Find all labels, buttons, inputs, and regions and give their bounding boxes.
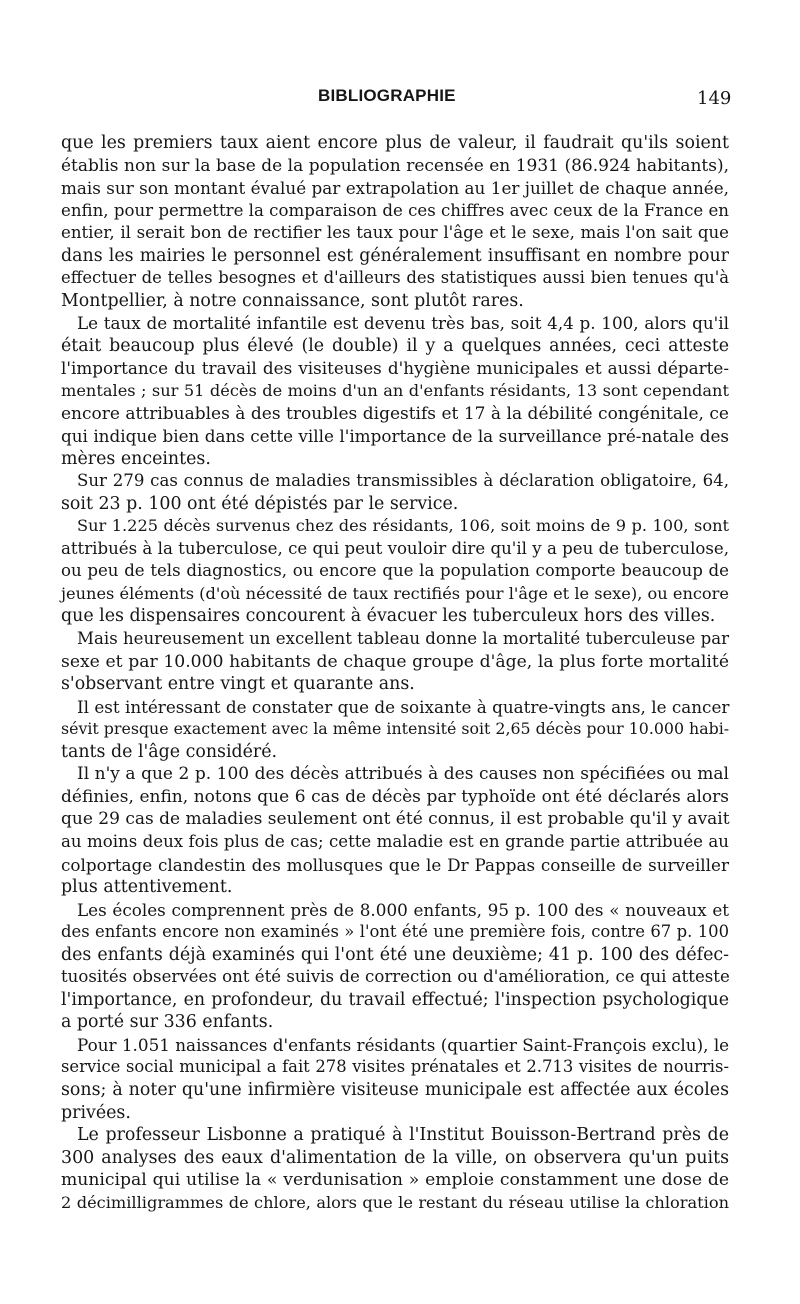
text-line: l'importance du travail des visiteuses d'hygiène municipales et aussi départe- <box>61 358 729 379</box>
text-line: Sur 1.225 décès survenus chez des résidants, 106, soit moins de 9 p. 100, sont <box>77 516 729 536</box>
text-line: tants de l'âge considéré. <box>61 741 278 762</box>
text-line: l'importance, en profondeur, du travail effectué; l'inspection psychologique <box>61 989 729 1010</box>
text-line: sexe et par 10.000 habitants de chaque groupe d'âge, la plus forte mortalité <box>61 651 729 672</box>
text-line: Il est intéressant de constater que de soixante à quatre-vingts ans, le cancer <box>77 696 730 717</box>
text-line: Mais heureusement un excellent tableau donne la mortalité tuberculeuse par <box>77 629 730 649</box>
text-line: Le professeur Lisbonne a pratiqué à l'Institut Bouisson-Bertrand près de <box>77 1125 729 1146</box>
text-line: encore attribuables à des troubles digestifs et 17 à la débilité congénitale, ce <box>61 403 729 424</box>
text-line: sons; à noter qu'une infirmière visiteuse municipale est affectée aux écoles <box>61 1079 729 1100</box>
text-line: tuosités observées ont été suivis de correction ou d'amélioration, ce qui atteste <box>61 967 730 987</box>
text-line: était beaucoup plus élevé (le double) il y a quelques années, ceci atteste <box>61 335 729 356</box>
text-line: s'observant entre vingt et quarante ans. <box>61 674 415 695</box>
text-line: mères enceintes. <box>61 448 211 469</box>
text-line: attribués à la tuberculose, ce qui peut vouloir dire qu'il y a peu de tuberculose, <box>61 538 729 558</box>
running-title: BIBLIOGRAPHIE <box>318 86 456 105</box>
text-line: qui indique bien dans cette ville l'importance de la surveillance pré-natale des <box>61 426 729 447</box>
text-line: 2 décimilligrammes de chlore, alors que le restant du réseau utilise la chloration <box>61 1192 729 1212</box>
text-line: 300 analyses des eaux d'alimentation de la ville, on observera qu'un puits <box>61 1147 729 1168</box>
running-header <box>0 86 800 110</box>
body-text <box>61 132 729 1214</box>
text-line: colportage clandestin des mollusques que le Dr Pappas conseille de surveiller <box>61 854 729 875</box>
text-line: dans les mairies le personnel est généralement insuffisant en nombre pour <box>61 245 729 266</box>
text-line: Il n'y a que 2 p. 100 des décès attribués à des causes non spécifiées ou mal <box>77 764 729 785</box>
text-line: Montpellier, à notre connaissance, sont plutôt rares. <box>61 290 524 311</box>
text-line: Les écoles comprennent près de 8.000 enfants, 95 p. 100 des « nouveaux et <box>77 899 729 920</box>
text-line: entier, il serait bon de rectifier les taux pour l'âge et le sexe, mais l'on sait que <box>61 223 729 243</box>
text-line: sévit presque exactement avec la même intensité soit 2,65 décès pour 10.000 habi- <box>61 719 730 739</box>
text-line: plus attentivement. <box>61 877 233 898</box>
text-line: privées. <box>61 1102 131 1123</box>
text-line: ou peu de tels diagnostics, ou encore que la population comporte beaucoup de <box>61 561 729 581</box>
text-line: Le taux de mortalité infantile est devenu très bas, soit 4,4 p. 100, alors qu'il <box>77 313 729 334</box>
text-line: effectuer de telles besognes et d'ailleurs des statistiques aussi bien tenues qu'à <box>61 268 729 288</box>
text-line: jeunes éléments (d'où nécessité de taux rectifiés pour l'âge et le sexe), ou encore <box>61 583 729 603</box>
text-line: soit 23 p. 100 ont été dépistés par le service. <box>61 493 459 514</box>
text-line: des enfants encore non examinés » l'ont été une première fois, contre 67 p. 100 <box>61 922 729 942</box>
text-line: service social municipal a fait 278 visites prénatales et 2.713 visites de nourris- <box>61 1057 729 1077</box>
text-line: a porté sur 336 enfants. <box>61 1012 274 1033</box>
text-line: des enfants déjà examinés qui l'ont été une deuxième; 41 p. 100 des défec- <box>61 944 729 965</box>
text-line: établis non sur la base de la population recensée en 1931 (86.924 habitants), <box>61 155 729 176</box>
text-line: au moins deux fois plus de cas; cette maladie est en grande partie attribuée au <box>61 831 729 851</box>
text-line: Sur 279 cas connus de maladies transmissibles à déclaration obligatoire, 64, <box>77 471 729 491</box>
text-line: municipal qui utilise la « verdunisation » emploie constamment une dose de <box>61 1170 729 1191</box>
text-line: que les dispensaires concourent à évacuer les tuberculeux hors des villes. <box>61 606 716 627</box>
text-line: que 29 cas de maladies seulement ont été connus, il est probable qu'il y avait <box>61 809 730 830</box>
text-line: mais sur son montant évalué par extrapolation au 1er juillet de chaque année, <box>61 178 729 199</box>
page-number: 149 <box>697 88 732 109</box>
text-line: définies, enfin, notons que 6 cas de décès par typhoïde ont été déclarés alors <box>61 786 729 807</box>
text-line: que les premiers taux aient encore plus de valeur, il faudrait qu'ils soient <box>61 133 729 153</box>
text-line: Pour 1.051 naissances d'enfants résidants (quartier Saint-François exclu), le <box>77 1034 730 1055</box>
text-line: enfin, pour permettre la comparaison de ces chiffres avec ceux de la France en <box>61 200 729 220</box>
text-line: mentales ; sur 51 décès de moins d'un an d'enfants résidants, 13 sont cependant <box>61 381 729 401</box>
